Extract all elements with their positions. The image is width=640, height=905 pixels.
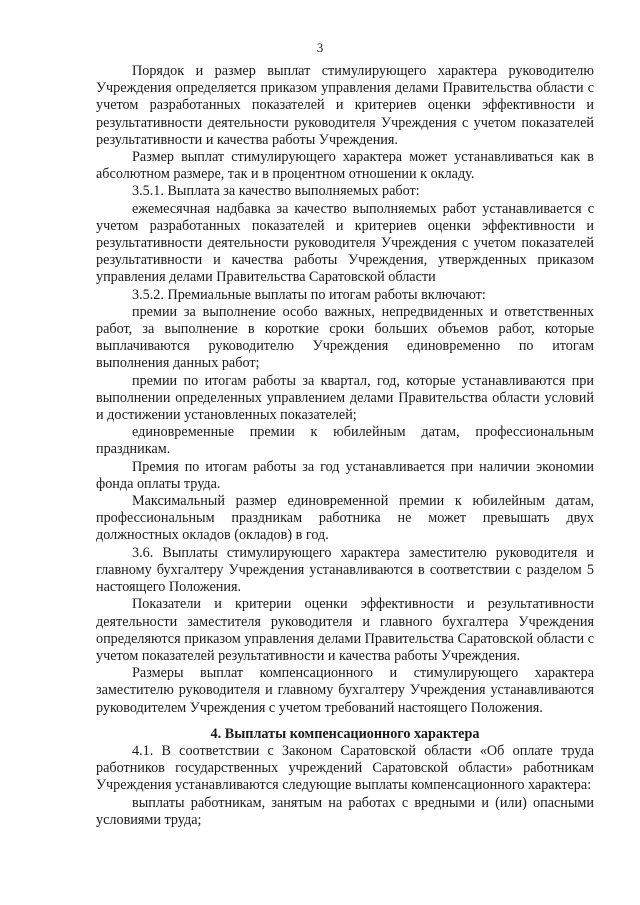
paragraph-3-5-2-heading: 3.5.2. Премиальные выплаты по итогам работы включают: [132, 286, 486, 303]
paragraph-quarterly-bonus: премии по итогам работы за квартал, год, которые устанавливаются при выполнении определенных управлением делами Правительства области условий и достижении установленных показателей; [96, 372, 594, 424]
paragraph-max-bonus: Максимальный размер единовременной премии к юбилейным датам, профессиональным праздникам работника не может превышать двух должностных окладов (окладов) в год. [96, 493, 594, 544]
paragraph-annual-bonus: Премия по итогам работы за год устанавливается при наличии экономии фонда оплаты труда. [96, 458, 594, 492]
paragraph-anniversary-bonus: единовременные премии к юбилейным датам, профессиональным праздникам. [96, 424, 594, 458]
paragraph-special-work-bonus: премии за выполнение особо важных, непредвиденных и ответственных работ, за выполнение в короткие сроки больших объемов работ, которые выплачиваются руководителю Учреждения единовременно по итогам выполнения данных работ; [96, 303, 594, 372]
section-spacer [96, 717, 594, 719]
paragraph-payment-size: Размер выплат стимулирующего характера может устанавливаться как в абсолютном размере, так и в процентном отношении к окладу. [96, 149, 594, 183]
paragraph-monthly-bonus: ежемесячная надбавка за качество выполняемых работ устанавливается с учетом разработанных показателей и критериев оценки эффективности и результативности деятельности руководителя Учреждения с учетом показателей результативности и качества работы Учреждения, утвержденных приказом управления делами Правительства Саратовской области [96, 200, 594, 286]
paragraph-hazardous-work: выплаты работникам, занятым на работах с вредными и (или) опасными условиями труда; [96, 794, 594, 828]
paragraph-3-5-1-heading: 3.5.1. Выплата за качество выполняемых работ: [132, 183, 420, 200]
section-4-title: 4. Выплаты компенсационного характера [210, 725, 480, 742]
paragraph-payment-order: Порядок и размер выплат стимулирующего характера руководителю Учреждения определяется приказом управления делами Правительства области с учетом разработанных показателей и критериев оценки эффективности и результативности деятельности руководителя Учреждения с учетом показателей результативности и качества работы Учреждения. [96, 63, 594, 148]
paragraph-4-1: 4.1. В соответствии с Законом Саратовской области «Об оплате труда работников государственных учреждений Саратовской области» работникам Учреждения устанавливаются следующие выплаты компенсационного характера: [96, 742, 594, 794]
paragraph-deputy-payments: Размеры выплат компенсационного и стимулирующего характера заместителю руководителя и главному бухгалтеру Учреждения устанавливаются руководителем Учреждения с учетом требований настоящего Положения. [96, 665, 594, 716]
document-body [96, 63, 594, 829]
page-number: 3 [316, 40, 324, 55]
paragraph-3-6: 3.6. Выплаты стимулирующего характера заместителю руководителя и главному бухгалтеру Учреждения устанавливаются в соответствии с разделом 5 настоящего Положения. [96, 544, 594, 596]
paragraph-deputy-criteria: Показатели и критерии оценки эффективности и результативности деятельности заместителя руководителя и главного бухгалтера Учреждения определяются приказом управления делами Правительства Саратовской области с учетом показателей результативности и качества работы Учреждения. [96, 596, 594, 664]
